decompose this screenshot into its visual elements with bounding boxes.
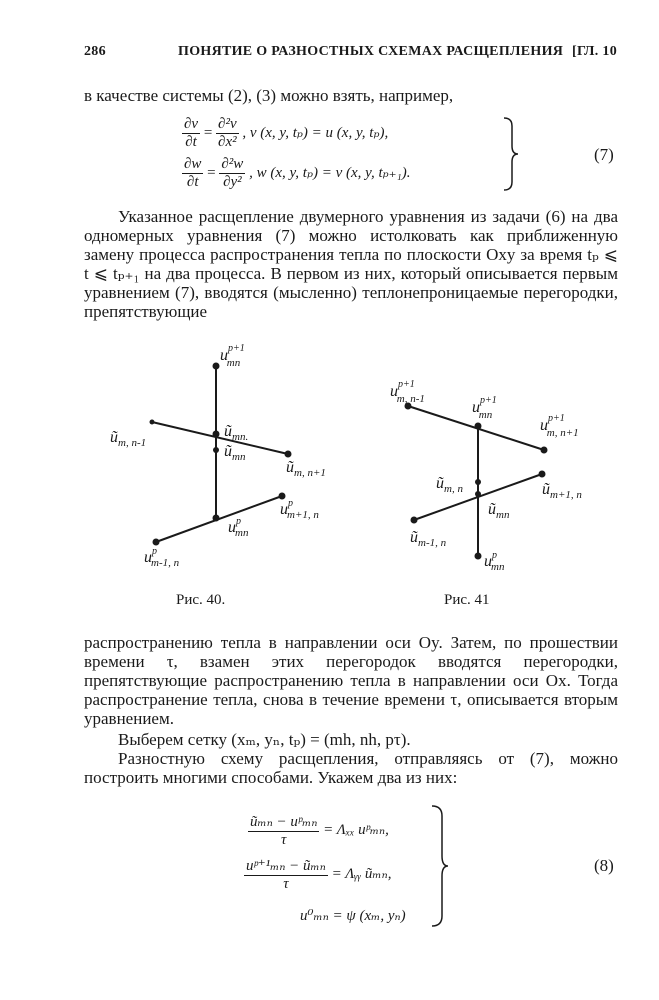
node: [213, 447, 219, 453]
label-uptop: $u^{p+1}$ mn: [472, 395, 497, 421]
label-upleft: $u^{p+1}$ m, n-1: [390, 379, 425, 405]
label-bottom: $u^p$ mn: [484, 550, 505, 573]
node: [279, 493, 286, 500]
figure-40-caption-text: Рис. 40.: [176, 592, 226, 608]
fraction: [182, 156, 203, 191]
denominator: ∂t: [185, 134, 197, 150]
node: [150, 420, 155, 425]
equation-8-row-2: [244, 856, 391, 893]
brace-8: [428, 804, 450, 928]
equation-number-7: (7): [594, 145, 614, 164]
equation-8-row-3: u⁰ₘₙ = ψ (xₘ, yₙ): [300, 908, 406, 924]
denominator: ∂t: [186, 174, 199, 190]
node: [475, 479, 481, 485]
brace-7: [500, 116, 520, 192]
label-right: $ũ_{m, n+1}$: [286, 459, 326, 479]
node: [411, 517, 418, 524]
page-number: 286: [84, 44, 106, 59]
initial-condition: , w (x, y, tₚ) = v (x, y, tₚ₊₁).: [249, 164, 411, 181]
denominator: τ: [283, 876, 289, 892]
node: [475, 423, 482, 430]
fraction: [244, 856, 328, 893]
edge: [152, 422, 288, 454]
chapter-label: [ГЛ. 10: [572, 44, 617, 59]
label-lowcenter: $u^p$ mn: [228, 516, 249, 539]
denominator: ∂y²: [223, 174, 242, 190]
label-lowleft: $ũ_{m-1, n}$: [410, 529, 447, 549]
right-hand-side: = Λₓₓ uᵖₘₙ,: [323, 821, 389, 838]
paragraph-3: Выберем сетку (xₘ, yₙ, tₚ) = (mh, nh, pτ).: [118, 730, 411, 749]
node: [213, 515, 220, 522]
node: [213, 431, 220, 438]
node: [475, 553, 482, 560]
numerator: ∂v: [184, 116, 199, 132]
denominator: τ: [281, 832, 287, 848]
label-center: $ũ_{mn.}$: [224, 423, 249, 443]
numerator: ∂²v: [218, 116, 237, 132]
paragraph-1: Указанное расщепление двумерного уравнения из задачи (6) на два одномерных уравнения (7) можно истолковать как приближенную замену процесса распространения тепла по плоскости Oxy за время tₚ ⩽ t ⩽ tₚ₊₁ на два процесса. В первом из них, который описывается первым уравнением (7), вводятся (мысленно) теплонепроницаемые перегородки, препятствующие: [84, 207, 618, 321]
label-lowright: $u^p$ m+1, n: [280, 498, 319, 521]
paragraph-2: распространению тепла в направлении оси Oy. Затем, по прошествии времени τ, взамен этих перегородок вводятся перегородки, препятствующие распространению тепла в направлении оси Ox. Тогда распространение тепла, снова в течение времени τ, описывается вторым уравнением.: [84, 633, 618, 728]
label-top: $u^{p+1}$ mn: [220, 343, 245, 369]
numerator: ∂²w: [221, 156, 244, 172]
equation-8-row-1: [248, 812, 389, 849]
numerator: ∂w: [184, 156, 202, 172]
figure-40: [100, 330, 350, 590]
denominator: ∂x²: [218, 134, 237, 150]
fraction: [216, 116, 239, 151]
node: [539, 471, 546, 478]
equation-number-8: (8): [594, 856, 614, 875]
node: [213, 363, 220, 370]
node: [475, 491, 481, 497]
paragraph-4: Разностную схему расщепления, отправляясь от (7), можно построить многими способами. Укажем два из них:: [84, 749, 618, 787]
numerator: ũₘₙ − uᵖₘₙ: [250, 814, 318, 830]
initial-condition: , v (x, y, tₚ) = u (x, y, tₚ),: [242, 124, 389, 141]
numerator: uᵖ⁺¹ₘₙ − ũₘₙ: [246, 858, 326, 874]
figure-41-caption: Рис. 41: [444, 592, 490, 608]
node: [153, 539, 160, 546]
running-title: ПОНЯТИЕ О РАЗНОСТНЫХ СХЕМАХ РАСЩЕПЛЕНИЯ: [178, 44, 564, 59]
node: [285, 451, 292, 458]
right-hand-side: = Λᵧᵧ ũₘₙ,: [331, 865, 392, 882]
fraction: [248, 812, 319, 849]
equation-7-row-2: $\frac{\partial w}{\partial t}$ = $\frac{\text{∂²w}}{\text{∂y²}}$ , w (x, y, tₚ) = v (x, y, tₚ₊₁).: [184, 156, 411, 190]
label-midright: $ũ_{m+1, n}$: [542, 481, 582, 501]
label-center: $ũ_{mn}$: [488, 501, 510, 521]
label-mid: $ũ_{mn}$: [224, 443, 246, 463]
fraction: [182, 116, 200, 151]
intro-line: в качестве системы (2), (3) можно взять, например,: [84, 86, 454, 105]
fraction: [219, 156, 245, 191]
figure-41: [380, 370, 620, 590]
label-left: $ũ_{m, n-1}$: [110, 429, 147, 449]
label-bottom: $u^p$ m-1, n: [144, 546, 180, 569]
label-midleft: $ũ_{m, n}$: [436, 475, 463, 495]
label-upright: $u^{p+1}$ m, n+1: [540, 413, 579, 439]
equation-7-row-1: $\frac{\partial v}{\partial t}$ = $\frac{\text{∂²v}}{\text{∂x²}}$ , v (x, y, tₚ) = u (x, y, tₚ),: [184, 116, 389, 150]
node: [541, 447, 548, 454]
